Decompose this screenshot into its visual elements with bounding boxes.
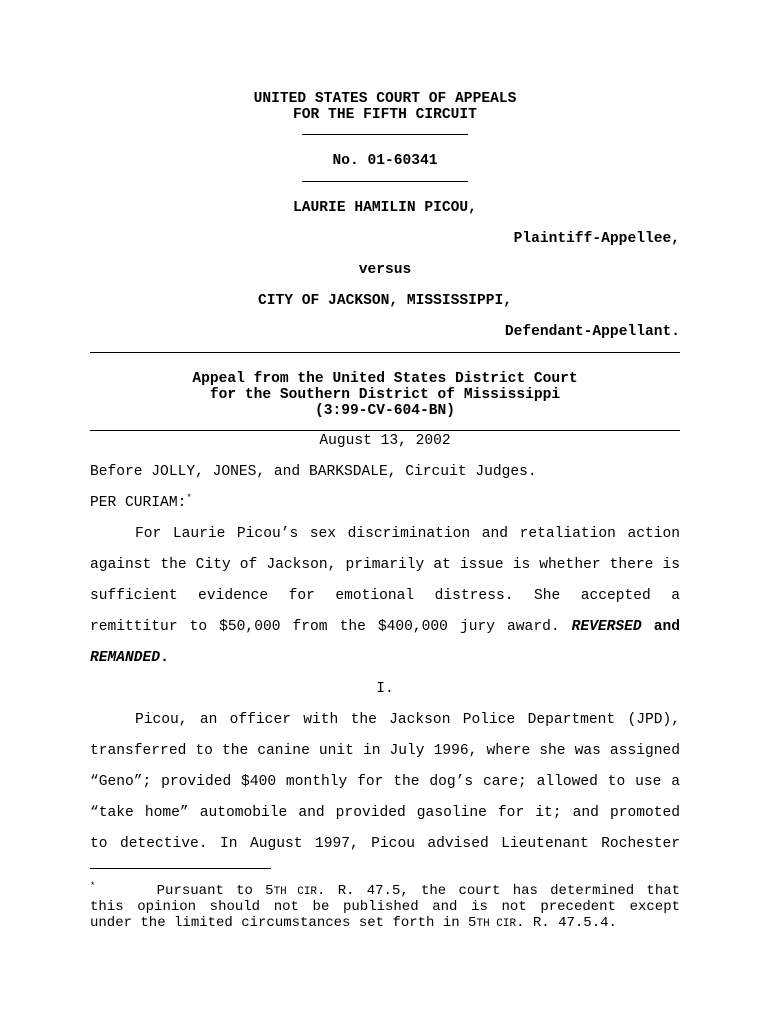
defendant-role: Defendant-Appellant. [504, 324, 680, 340]
footnote-text-3a: under the limited circumstances set forth in 5 [90, 915, 477, 931]
and-disposition: and [641, 619, 680, 635]
section-heading: I. [376, 681, 394, 697]
intro-line-2: against the City of Jackson, primarily at issue is whether there is [90, 557, 680, 573]
footnote-separator [90, 868, 271, 869]
per-curiam-label: PER CURIAM: [90, 495, 187, 511]
header-rule-bottom [302, 181, 468, 182]
appeal-line-2: for the Southern District of Mississippi [209, 387, 561, 403]
intro-line-1: For Laurie Picou’s sex discrimination and retaliation action [135, 526, 680, 542]
intro-line-5 [90, 650, 169, 666]
section1-line-2: transferred to the canine unit in July 1996, where she was assigned [90, 743, 680, 759]
footnote-cir-1: CIR [286, 886, 318, 898]
circuit-name: FOR THE FIFTH CIRCUIT [293, 107, 477, 123]
defendant-name: CITY OF JACKSON, MISSISSIPPI, [258, 293, 512, 309]
per-curiam [90, 495, 192, 511]
section1-line-1: Picou, an officer with the Jackson Police Department (JPD), [135, 712, 680, 728]
caption-rule-top [90, 352, 680, 353]
section1-line-3: “Geno”; provided $400 monthly for the dog’s care; allowed to use a [90, 774, 680, 790]
court-name: UNITED STATES COURT OF APPEALS [253, 91, 517, 107]
footnote-mark: * [90, 881, 96, 891]
plaintiff-name: LAURIE HAMILIN PICOU, [293, 200, 477, 216]
remanded-disposition: REMANDED [90, 650, 161, 666]
header-rule-top [302, 134, 468, 135]
intro-line-3: sufficient evidence for emotional distress. She accepted a [90, 588, 680, 604]
footnote-reference: * [186, 493, 192, 503]
section1-line-5: to detective. In August 1997, Picou advised Lieutenant Rochester [90, 836, 680, 852]
footnote-line-3 [90, 915, 617, 931]
appeal-line-1: Appeal from the United States District Court [192, 371, 578, 387]
footnote-text-1b: . R. 47.5, the court has determined that [317, 883, 681, 899]
intro-line-4 [90, 619, 680, 635]
decision-date: August 13, 2002 [319, 433, 451, 449]
versus-text: versus [358, 262, 412, 278]
footnote-cir-3: CIR [489, 918, 517, 930]
remanded-period: . [160, 650, 169, 666]
intro-line-4-text: remittitur to $50,000 from the $400,000 jury award. [90, 619, 572, 635]
footnote-text-1a: Pursuant to 5 [156, 883, 274, 899]
footnote-th-1: TH [273, 886, 287, 898]
footnote-line-1 [90, 883, 680, 899]
plaintiff-role: Plaintiff-Appellee, [513, 231, 680, 247]
caption-rule-bottom [90, 430, 680, 431]
panel-judges: Before JOLLY, JONES, and BARKSDALE, Circuit Judges. [90, 464, 537, 480]
appeal-line-3: (3:99-CV-604-BN) [314, 403, 456, 419]
case-number: No. 01-60341 [332, 153, 438, 169]
section1-line-4: “take home” automobile and provided gasoline for it; and promoted [90, 805, 680, 821]
footnote-th-3: TH [476, 918, 490, 930]
footnote-text-3b: . R. 47.5.4. [516, 915, 617, 931]
footnote-line-2: this opinion should not be published and is not precedent except [90, 899, 680, 915]
reversed-disposition: REVERSED [571, 619, 642, 635]
